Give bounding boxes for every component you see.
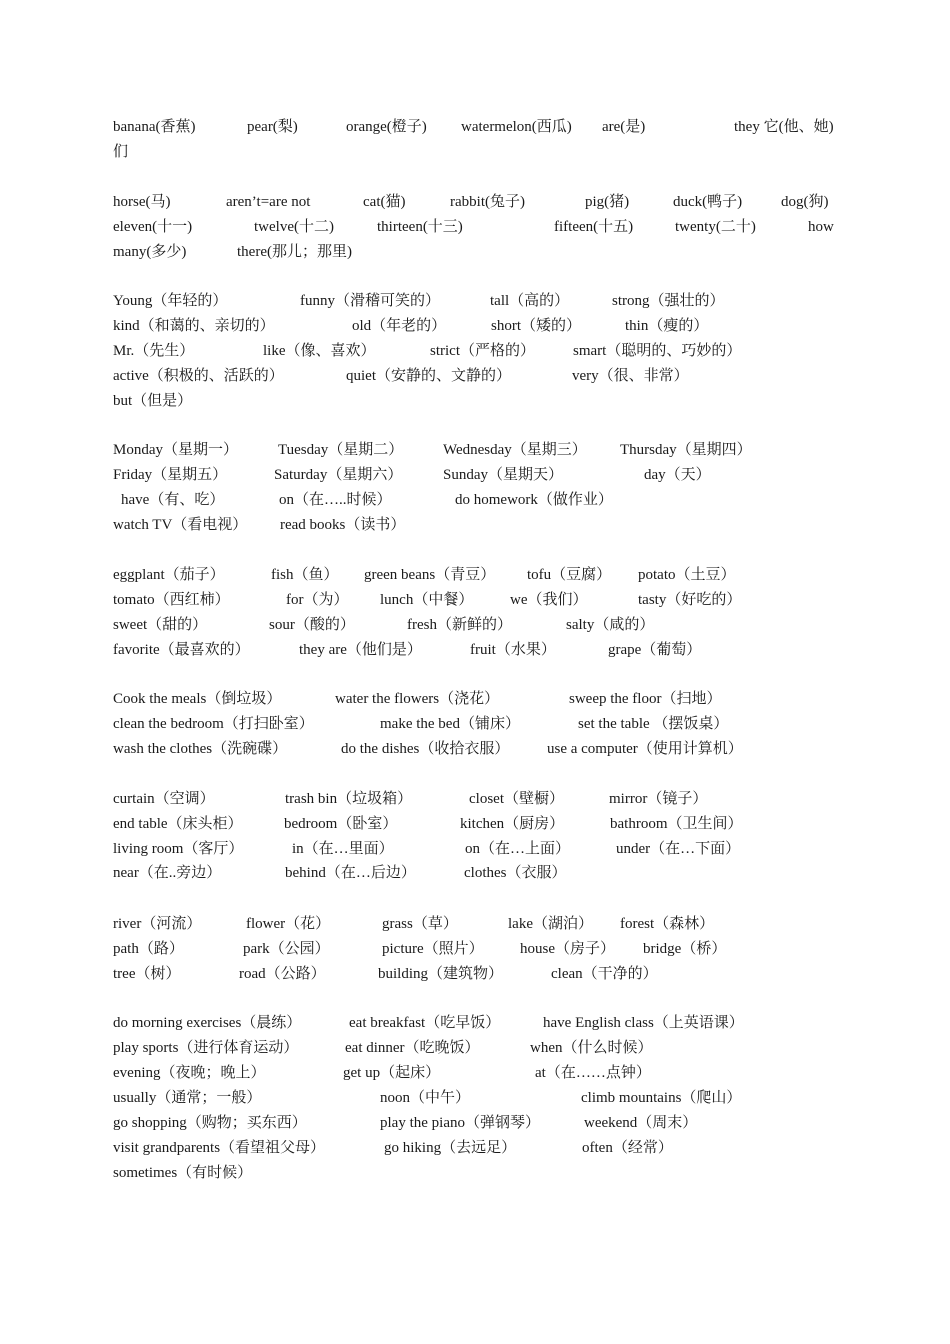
vocab-entry: tomato（西红柿） xyxy=(113,592,230,608)
vocab-entry: salty（咸的） xyxy=(566,617,655,633)
vocab-entry: but（但是） xyxy=(113,393,193,409)
vocab-entry: orange(橙子) xyxy=(346,119,427,135)
vocab-entry: flower（花） xyxy=(246,916,331,932)
vocab-entry: quiet（安静的、文静的） xyxy=(346,368,511,384)
vocab-entry: in（在…里面） xyxy=(292,841,394,857)
vocab-line-8 xyxy=(0,340,950,362)
vocab-entry: sour（酸的） xyxy=(269,617,355,633)
vocab-entry: sweep the floor（扫地） xyxy=(569,691,722,707)
vocab-entry: sometimes（有时候） xyxy=(113,1165,253,1181)
vocab-line-26 xyxy=(0,913,950,935)
vocab-line-17 xyxy=(0,614,950,636)
vocab-entry: get up（起床） xyxy=(343,1065,441,1081)
vocab-entry: pig(猪) xyxy=(585,194,630,210)
vocab-line-3 xyxy=(0,191,950,213)
vocab-entry: weekend（周末） xyxy=(584,1115,698,1131)
vocab-entry: 们 xyxy=(113,144,129,160)
vocab-line-21 xyxy=(0,738,950,760)
vocab-entry: climb mountains（爬山） xyxy=(581,1090,742,1106)
vocab-entry: potato（土豆） xyxy=(638,567,736,583)
vocab-line-7 xyxy=(0,315,950,337)
vocab-entry: do morning exercises（晨练） xyxy=(113,1015,302,1031)
vocab-entry: favorite（最喜欢的） xyxy=(113,642,250,658)
vocab-entry: go shopping（购物；买东西） xyxy=(113,1115,307,1131)
vocab-entry: Friday（星期五） xyxy=(113,467,228,483)
vocab-line-35 xyxy=(0,1162,950,1184)
vocab-entry: near（在..旁边） xyxy=(113,865,222,881)
vocab-entry: grape（葡萄） xyxy=(608,642,702,658)
vocab-entry: bedroom（卧室） xyxy=(284,816,398,832)
vocab-entry: there(那儿；那里) xyxy=(237,244,352,260)
vocab-entry: duck(鸭子) xyxy=(673,194,743,210)
vocab-entry: visit grandparents（看望祖父母） xyxy=(113,1140,326,1156)
vocab-entry: Tuesday（星期二） xyxy=(278,442,404,458)
vocab-entry: Young（年轻的） xyxy=(113,293,228,309)
vocab-entry: have English class（上英语课） xyxy=(543,1015,744,1031)
vocab-entry: twenty(二十) xyxy=(675,219,756,235)
vocab-entry: do the dishes（收拾衣服） xyxy=(341,741,510,757)
vocab-entry: Monday（星期一） xyxy=(113,442,238,458)
vocab-entry: kind（和蔼的、亲切的） xyxy=(113,318,275,334)
vocab-entry: bathroom（卫生间） xyxy=(610,816,743,832)
vocab-entry: like（像、喜欢） xyxy=(263,343,376,359)
vocab-line-30 xyxy=(0,1037,950,1059)
vocab-entry: eat dinner（吃晚饭） xyxy=(345,1040,480,1056)
vocab-entry: forest（森林） xyxy=(620,916,715,932)
vocab-entry: trash bin（垃圾箱） xyxy=(285,791,413,807)
vocab-entry: end table（床头柜） xyxy=(113,816,243,832)
vocab-entry: dog(狗) xyxy=(781,194,829,210)
vocab-entry: they are（他们是） xyxy=(299,642,422,658)
vocab-entry: watermelon(西瓜) xyxy=(461,119,572,135)
vocab-line-5 xyxy=(0,241,950,263)
vocab-entry: are(是) xyxy=(602,119,646,135)
vocab-entry: strict（严格的） xyxy=(430,343,535,359)
vocab-entry: day（天） xyxy=(644,467,711,483)
vocab-line-19 xyxy=(0,688,950,710)
vocab-entry: watch TV（看电视） xyxy=(113,517,248,533)
vocab-entry: rabbit(兔子) xyxy=(450,194,525,210)
vocab-entry: eleven(十一) xyxy=(113,219,193,235)
vocab-line-28 xyxy=(0,963,950,985)
vocab-entry: on（在…上面） xyxy=(465,841,571,857)
vocab-entry: clothes（衣服） xyxy=(464,865,567,881)
vocab-entry: horse(马) xyxy=(113,194,171,210)
vocab-line-29 xyxy=(0,1012,950,1034)
vocab-entry: Mr.（先生） xyxy=(113,343,195,359)
vocab-line-14 xyxy=(0,514,950,536)
vocab-line-25 xyxy=(0,862,950,884)
vocab-entry: eat breakfast（吃早饭） xyxy=(349,1015,501,1031)
vocab-entry: we（我们） xyxy=(510,592,588,608)
vocab-entry: clean（干净的） xyxy=(551,966,658,982)
vocab-entry: clean the bedroom（打扫卧室） xyxy=(113,716,314,732)
vocab-line-9 xyxy=(0,365,950,387)
vocab-entry: lunch（中餐） xyxy=(380,592,474,608)
vocab-line-32 xyxy=(0,1087,950,1109)
vocab-entry: smart（聪明的、巧妙的） xyxy=(573,343,742,359)
vocab-entry: fish（鱼） xyxy=(271,567,339,583)
vocab-line-4 xyxy=(0,216,950,238)
vocab-entry: Saturday（星期六） xyxy=(274,467,403,483)
vocab-entry: tall（高的） xyxy=(490,293,570,309)
vocab-entry: at（在……点钟） xyxy=(535,1065,651,1081)
vocab-line-1 xyxy=(0,116,950,138)
vocab-entry: Wednesday（星期三） xyxy=(443,442,587,458)
vocab-line-27 xyxy=(0,938,950,960)
vocab-entry: Sunday（星期天） xyxy=(443,467,564,483)
vocab-entry: on（在…..时候） xyxy=(279,492,392,508)
vocab-entry: Cook the meals（倒垃圾） xyxy=(113,691,282,707)
vocab-entry: make the bed（铺床） xyxy=(380,716,520,732)
vocab-entry: active（积极的、活跃的） xyxy=(113,368,284,384)
vocab-entry: Thursday（星期四） xyxy=(620,442,752,458)
vocab-entry: building（建筑物） xyxy=(378,966,504,982)
vocab-entry: bridge（桥） xyxy=(643,941,727,957)
vocab-entry: fruit（水果） xyxy=(470,642,556,658)
vocab-entry: how xyxy=(808,219,834,235)
vocab-line-20 xyxy=(0,713,950,735)
vocab-entry: banana(香蕉) xyxy=(113,119,196,135)
vocab-entry: thirteen(十三) xyxy=(377,219,463,235)
vocab-line-18 xyxy=(0,639,950,661)
vocab-entry: have（有、吃） xyxy=(121,492,225,508)
vocab-line-31 xyxy=(0,1062,950,1084)
vocab-entry: wash the clothes（洗碗碟） xyxy=(113,741,288,757)
vocab-entry: for（为） xyxy=(286,592,349,608)
vocab-entry: tasty（好吃的） xyxy=(638,592,742,608)
vocab-line-6 xyxy=(0,290,950,312)
vocab-entry: often（经常） xyxy=(582,1140,673,1156)
vocab-entry: many(多少) xyxy=(113,244,187,260)
vocab-entry: closet（壁橱） xyxy=(469,791,564,807)
vocab-entry: pear(梨) xyxy=(247,119,298,135)
vocab-entry: grass（草） xyxy=(382,916,458,932)
vocab-entry: play sports（进行体育运动） xyxy=(113,1040,299,1056)
vocab-line-22 xyxy=(0,788,950,810)
vocab-entry: noon（中午） xyxy=(380,1090,471,1106)
vocab-entry: evening（夜晚；晚上） xyxy=(113,1065,266,1081)
vocab-entry: water the flowers（浇花） xyxy=(335,691,500,707)
vocab-line-11 xyxy=(0,439,950,461)
vocab-line-12 xyxy=(0,464,950,486)
vocab-entry: aren’t=are not xyxy=(226,194,311,210)
vocab-entry: very（很、非常） xyxy=(572,368,689,384)
vocab-entry: lake（湖泊） xyxy=(508,916,593,932)
vocab-entry: funny（滑稽可笑的） xyxy=(300,293,440,309)
vocab-line-34 xyxy=(0,1137,950,1159)
vocab-entry: curtain（空调） xyxy=(113,791,215,807)
vocab-entry: read books（读书） xyxy=(280,517,406,533)
vocab-entry: tofu（豆腐） xyxy=(527,567,612,583)
vocab-entry: road（公路） xyxy=(239,966,326,982)
vocab-entry: fifteen(十五) xyxy=(554,219,634,235)
vocab-entry: river（河流） xyxy=(113,916,202,932)
vocab-entry: behind（在…后边） xyxy=(285,865,416,881)
vocab-entry: they 它(他、她) xyxy=(734,119,834,135)
vocab-entry: play the piano（弹钢琴） xyxy=(380,1115,540,1131)
vocab-entry: go hiking（去远足） xyxy=(384,1140,517,1156)
vocab-entry: set the table （摆饭桌） xyxy=(578,716,729,732)
vocab-entry: strong（强壮的） xyxy=(612,293,725,309)
vocab-line-13 xyxy=(0,489,950,511)
vocab-entry: eggplant（茄子） xyxy=(113,567,225,583)
vocab-entry: tree（树） xyxy=(113,966,181,982)
vocab-entry: old（年老的） xyxy=(352,318,447,334)
vocab-entry: cat(猫) xyxy=(363,194,406,210)
vocab-entry: when（什么时候） xyxy=(530,1040,653,1056)
vocab-entry: thin（瘦的） xyxy=(625,318,709,334)
vocab-line-15 xyxy=(0,564,950,586)
vocab-entry: twelve(十二) xyxy=(254,219,334,235)
vocab-line-16 xyxy=(0,589,950,611)
vocab-entry: kitchen（厨房） xyxy=(460,816,565,832)
vocab-line-24 xyxy=(0,838,950,860)
vocab-entry: living room（客厅） xyxy=(113,841,244,857)
vocab-entry: usually（通常；一般） xyxy=(113,1090,262,1106)
vocab-line-10 xyxy=(0,390,950,412)
vocab-entry: picture（照片） xyxy=(382,941,484,957)
vocab-entry: under（在…下面） xyxy=(616,841,741,857)
vocab-entry: short（矮的） xyxy=(491,318,582,334)
vocab-entry: path（路） xyxy=(113,941,184,957)
vocab-line-23 xyxy=(0,813,950,835)
vocab-entry: house（房子） xyxy=(520,941,615,957)
vocab-entry: sweet（甜的） xyxy=(113,617,208,633)
vocab-line-2 xyxy=(0,141,950,163)
vocab-line-33 xyxy=(0,1112,950,1134)
vocab-entry: park（公园） xyxy=(243,941,330,957)
vocab-entry: use a computer（使用计算机） xyxy=(547,741,743,757)
vocab-entry: fresh（新鲜的） xyxy=(407,617,512,633)
vocab-entry: mirror（镜子） xyxy=(609,791,708,807)
vocab-entry: do homework（做作业） xyxy=(455,492,613,508)
vocab-entry: green beans（青豆） xyxy=(364,567,496,583)
